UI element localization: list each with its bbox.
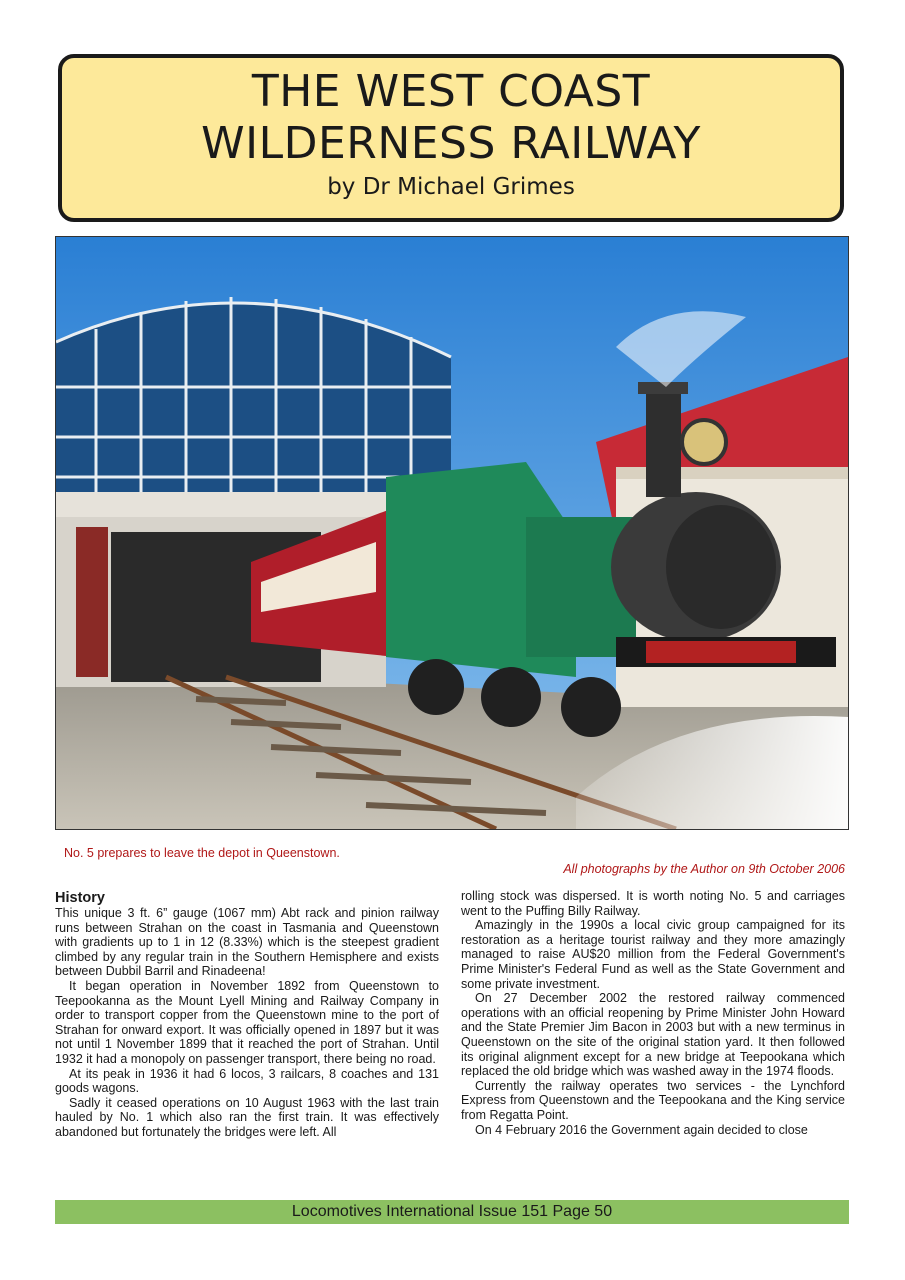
- paragraph: Sadly it ceased operations on 10 August 1963 with the last train hauled by No. 1 which also ran the first train. It was effectively abandoned but fortunately the bridges were left. All: [55, 1095, 439, 1139]
- paragraph: On 27 December 2002 the restored railway commenced operations with an official reopening by Prime Minister John Howard and the State Premier Jim Bacon in 2003 but with a new terminus in Queenstown on the site of the original station yard. It then followed its original alignment except for a new bridge at Teepookana which replaced the old bridge which was washed away in the 1974 floods.: [461, 991, 845, 1079]
- photo-credit: All photographs by the Author on 9th October 2006: [563, 862, 845, 876]
- title-line-1: THE WEST COAST: [251, 66, 651, 117]
- article-right-column: [461, 889, 845, 1137]
- title-line-2: WILDERNESS RAILWAY: [201, 118, 701, 169]
- locomotive-photo: [55, 236, 849, 830]
- paragraph: rolling stock was dispersed. It is worth noting No. 5 and carriages went to the Puffing Billy Railway.: [461, 889, 845, 918]
- title-box: [58, 54, 844, 222]
- paragraph: Amazingly in the 1990s a local civic group campaigned for its restoration as a heritage tourist railway and they more amazingly managed to raise AU$20 million from the Federal Government's Prime Minister's Federal Fund as well as the State Government and some private investment.: [461, 918, 845, 991]
- paragraph: At its peak in 1936 it had 6 locos, 3 railcars, 8 coaches and 131 goods wagons.: [55, 1066, 439, 1096]
- paragraph: It began operation in November 1892 from Queenstown to Teepookanna as the Mount Lyell Mining and Railway Company in order to transport copper from the Queenstown mine to the port of Strahan for onward export. It was officially opened in 1897 but it was not until 1 November 1899 that it reached the port of Strahan. Until 1932 it had a monopoly on passenger transport, there being no road.: [55, 978, 439, 1066]
- section-heading: History: [55, 890, 105, 906]
- paragraph: Currently the railway operates two services - the Lynchford Express from Queenstown and the Teepookana and the King service from Regatta Point.: [461, 1078, 845, 1122]
- paragraph: This unique 3 ft. 6” gauge (1067 mm) Abt rack and pinion railway runs between Strahan on the coast in Tasmania and Queenstown with gradients up to 1 in 12 (8.33%) which is the steepest gradient climbed by any regular train in the Southern Hemisphere and exists between Dubbil Barril and Rinadeena!: [55, 906, 439, 979]
- photo-caption: No. 5 prepares to leave the depot in Queenstown.: [64, 846, 340, 860]
- article-left-column: [55, 888, 439, 1140]
- page-footer: Locomotives International Issue 151 Page 50: [55, 1200, 849, 1224]
- paragraph: On 4 February 2016 the Government again decided to close: [475, 1122, 808, 1137]
- byline: by Dr Michael Grimes: [327, 174, 575, 200]
